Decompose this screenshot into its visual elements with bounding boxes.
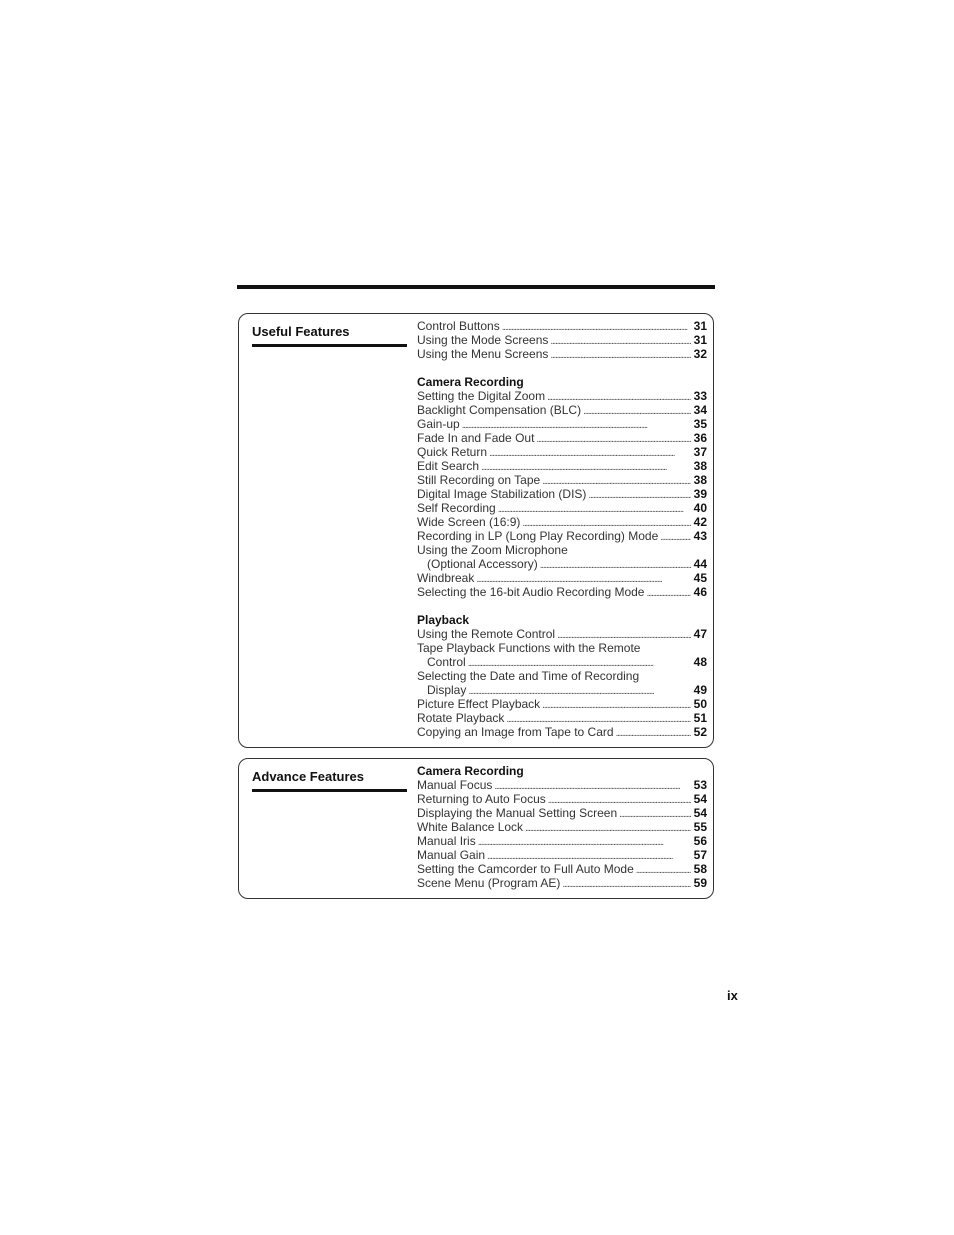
entry-title: Setting the Digital Zoom (417, 389, 546, 403)
toc-entry[interactable] (417, 515, 707, 529)
toc-entry[interactable] (417, 641, 707, 655)
useful-features-section (238, 313, 714, 748)
toc-entry[interactable] (417, 319, 707, 333)
entry-title: Manual Iris (417, 834, 476, 848)
toc-entry[interactable] (417, 806, 707, 820)
page-number: ix (727, 988, 738, 1003)
toc-entry[interactable] (417, 403, 707, 417)
entry-title: Recording in LP (Long Play Recording) Mode (417, 529, 659, 543)
toc-entry[interactable] (417, 627, 707, 641)
entry-page: 34 (693, 403, 707, 417)
entry-title: Edit Search (417, 459, 480, 473)
entry-title: Self Recording (417, 501, 496, 515)
entry-page: 54 (693, 806, 707, 820)
toc-entry[interactable] (417, 473, 707, 487)
entry-title: Quick Return (417, 445, 488, 459)
entry-title: Scene Menu (Program AE) (417, 876, 561, 890)
toc-entry[interactable] (417, 778, 707, 792)
entry-title: Display (427, 683, 467, 697)
toc-entry[interactable] (417, 862, 707, 876)
entry-title: Selecting the 16-bit Audio Recording Mode (417, 585, 645, 599)
entry-page: 37 (693, 445, 707, 459)
entry-page: 51 (693, 711, 707, 725)
entry-page: 47 (693, 627, 707, 641)
entry-page: 33 (693, 389, 707, 403)
toc-entry[interactable] (417, 389, 707, 403)
toc-entry[interactable] (417, 725, 707, 739)
entry-title: Using the Menu Screens (417, 347, 549, 361)
entry-title: (Optional Accessory) (427, 557, 538, 571)
entry-page: 55 (693, 820, 707, 834)
entry-page: 35 (693, 417, 707, 431)
toc-entry[interactable] (417, 347, 707, 361)
entry-title: Control Buttons (417, 319, 500, 333)
entry-page: 44 (693, 557, 707, 571)
top-rule (237, 285, 715, 289)
toc-entry[interactable] (417, 697, 707, 711)
toc-entry[interactable] (417, 431, 707, 445)
toc-entry[interactable] (417, 571, 707, 585)
toc-entry[interactable] (417, 711, 707, 725)
entry-page: 50 (693, 697, 707, 711)
toc-entry[interactable] (417, 669, 707, 683)
group-heading: Playback (417, 613, 470, 627)
entry-page: 46 (693, 585, 707, 599)
entry-page: 31 (693, 333, 707, 347)
entry-page: 36 (693, 431, 707, 445)
entry-title: Selecting the Date and Time of Recording (417, 669, 640, 683)
entry-title: Displaying the Manual Setting Screen (417, 806, 618, 820)
entry-page: 39 (693, 487, 707, 501)
toc-entry[interactable] (417, 683, 707, 697)
entry-page: 40 (693, 501, 707, 515)
toc-entry[interactable] (417, 529, 707, 543)
entry-page: 31 (693, 319, 707, 333)
toc-entry[interactable] (417, 820, 707, 834)
toc-entry[interactable] (417, 585, 707, 599)
entry-title: Returning to Auto Focus (417, 792, 546, 806)
entry-title: Control (427, 655, 466, 669)
entry-title: Tape Playback Functions with the Remote (417, 641, 641, 655)
entry-page: 52 (693, 725, 707, 739)
entry-title: Still Recording on Tape (417, 473, 541, 487)
entry-page: 32 (693, 347, 707, 361)
toc-entry[interactable] (417, 501, 707, 515)
entry-title: Using the Remote Control (417, 627, 556, 641)
advance-features-section (238, 758, 714, 899)
entry-page: 43 (693, 529, 707, 543)
entry-title: Manual Focus (417, 778, 493, 792)
section-title: Useful Features (252, 324, 407, 347)
section-title: Advance Features (252, 769, 407, 792)
entry-page: 53 (693, 778, 707, 792)
toc-entries (417, 764, 707, 890)
toc-entry[interactable] (417, 557, 707, 571)
entry-page: 42 (693, 515, 707, 529)
toc-entry[interactable] (417, 417, 707, 431)
entry-title: Rotate Playback (417, 711, 505, 725)
entry-page: 45 (693, 571, 707, 585)
entry-page: 59 (693, 876, 707, 890)
entry-title: Gain-up (417, 417, 460, 431)
toc-entries (417, 319, 707, 739)
toc-entry[interactable] (417, 333, 707, 347)
entry-title: Setting the Camcorder to Full Auto Mode (417, 862, 634, 876)
toc-entry[interactable] (417, 848, 707, 862)
toc-entry[interactable] (417, 487, 707, 501)
entry-title: Copying an Image from Tape to Card (417, 725, 614, 739)
entry-title: Fade In and Fade Out (417, 431, 535, 445)
entry-page: 56 (693, 834, 707, 848)
entry-page: 54 (693, 792, 707, 806)
toc-entry[interactable] (417, 792, 707, 806)
group-heading: Camera Recording (417, 375, 524, 389)
entry-title: Picture Effect Playback (417, 697, 541, 711)
toc-entry[interactable] (417, 834, 707, 848)
entry-title: Backlight Compensation (BLC) (417, 403, 582, 417)
entry-page: 57 (693, 848, 707, 862)
toc-entry[interactable] (417, 459, 707, 473)
entry-page: 49 (693, 683, 707, 697)
entry-title: White Balance Lock (417, 820, 524, 834)
toc-entry[interactable] (417, 655, 707, 669)
entry-page: 38 (693, 473, 707, 487)
group-heading: Camera Recording (417, 764, 524, 778)
entry-title: Windbreak (417, 571, 475, 585)
toc-entry[interactable] (417, 445, 707, 459)
entry-page: 38 (693, 459, 707, 473)
entry-title: Wide Screen (16:9) (417, 515, 521, 529)
entry-page: 48 (693, 655, 707, 669)
entry-title: Using the Mode Screens (417, 333, 549, 347)
toc-entry[interactable] (417, 876, 707, 890)
entry-title: Using the Zoom Microphone (417, 543, 568, 557)
entry-page: 58 (693, 862, 707, 876)
entry-title: Digital Image Stabilization (DIS) (417, 487, 587, 501)
entry-title: Manual Gain (417, 848, 486, 862)
toc-entry[interactable] (417, 543, 707, 557)
